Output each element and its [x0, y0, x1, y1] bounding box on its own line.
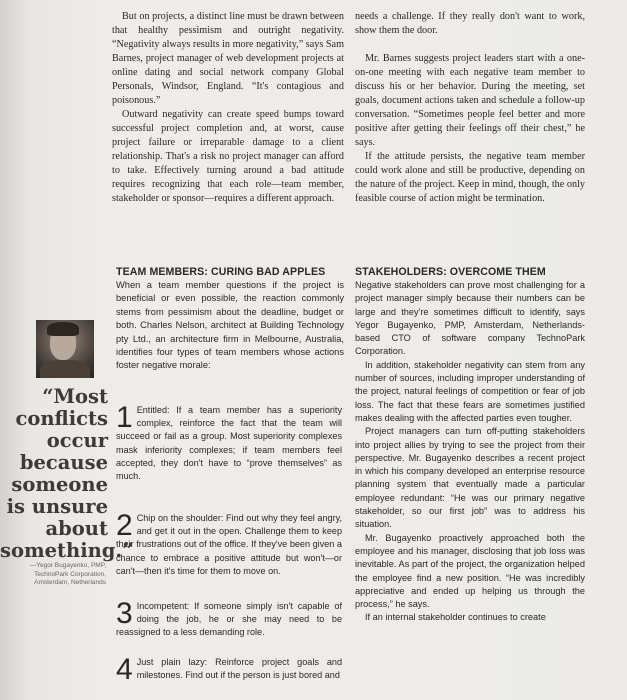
pull-quote-line: something.”	[0, 539, 134, 562]
team-members-section	[116, 266, 344, 373]
numbered-item	[116, 401, 342, 483]
paragraph: Mr. Barnes suggests project leaders start with a one-on-one meeting with each negative team member to discuss his or her behavior. During the meeting, set goals, document actions taken and schedule a follow-up conversation. “Sometimes people feel better and more positive after getting their feelings off their chest,” he says.	[355, 53, 585, 148]
item-number: 1	[116, 401, 133, 434]
section-intro: When a team member questions if the project is beneficial or even possible, the reaction commonly stems from pessimism about the deadline, budget or both. Charles Nelson, architect at Building Technology pty Ltd., an architecture firm in Melbourne, Australia, identifies four types of team members whose actions foster negative morale:	[116, 280, 344, 371]
pull-quote-line: “Most	[42, 385, 108, 408]
pull-quote-line: about	[45, 517, 108, 540]
pull-quote	[0, 385, 134, 562]
pull-quote-line: conflicts	[15, 407, 108, 430]
section-heading: STAKEHOLDERS: OVERCOME THEM	[355, 266, 546, 278]
pull-quote-attribution	[0, 562, 106, 588]
item-text: Chip on the shoulder: Find out why they feel angry, and get it out in the open. Challenge them to keep their frustrations out of the office. If they've been given a chance to embrace a positive attitude but won't—or can't—then it's time for them to move on.	[116, 513, 342, 576]
paragraph: But on projects, a distinct line must be drawn between that healthy pessimism and outright negativity. “Negativity always results in more negativity,” says Sam Barnes, project manager of web development projects at online dating and social network company Global Personals, Windsor, England. “It's contagious and poisonous.”	[112, 11, 344, 106]
attribution-line: —Yegor Bugayenko, PMP,	[29, 562, 106, 569]
top-right-column	[355, 10, 585, 206]
attribution-line: TechnoPark Corporation,	[34, 570, 106, 578]
paragraph: Negative stakeholders can prove most challenging for a project manager simply because their numbers can be large and they're sometimes difficult to identify, says Yegor Bugayenko, PMP, Amsterdam, Netherlands-based CTO of software company TechnoPark Corporation.	[355, 280, 585, 357]
pull-quote-line: someone	[11, 473, 108, 496]
paragraph: If the attitude persists, the negative team member could work alone and still be productive, depending on the nature of the project. Keep in mind, though, the only feasible course of action might be termination.	[355, 151, 585, 204]
paragraph: Mr. Bugayenko proactively approached both the employee and his manager, disclosing that job loss was inevitable. As part of the project, the organization helped the employee find a new position. “He was incredibly appreciative and ended up helping us through the process,” he says.	[355, 532, 585, 610]
pull-quote-line: is unsure	[6, 495, 108, 518]
stakeholders-section	[355, 266, 585, 625]
item-number: 3	[116, 597, 133, 630]
paragraph: In addition, stakeholder negativity can stem from any number of sources, including improper understanding of the project, natural feelings of competition or fear of job loss. The fact that these fears are sometimes justified makes dealing with the affected parties even tougher.	[355, 359, 585, 423]
numbered-item	[116, 509, 342, 578]
pull-quote-line: because	[19, 451, 108, 474]
item-text: Incompetent: If someone simply isn't capable of doing the job, he or she may need to be reassigned to a less demanding role.	[116, 601, 342, 638]
numbered-item	[116, 597, 342, 640]
paragraph: Outward negativity can create speed bumps toward successful project completion and, at worst, cause project failure or irreparable damage to a client relationship. That's a risk no project manager can afford to take. Effectively turning around a bad attitude requires recognizing that each role—team member, stakeholder or sponsor—requires a different approach.	[112, 109, 344, 204]
numbered-item	[116, 653, 342, 686]
item-number: 4	[116, 653, 133, 686]
top-left-column	[112, 10, 344, 206]
pull-quote-line: occur	[46, 429, 108, 452]
author-photo	[36, 320, 94, 378]
section-heading: TEAM MEMBERS: CURING BAD APPLES	[116, 266, 326, 278]
item-text: Just plain lazy: Reinforce project goals and milestones. Find out if the person is just bored and	[136, 657, 342, 681]
paragraph: If an internal stakeholder continues to create	[365, 612, 546, 623]
item-text: Entitled: If a team member has a superiority complex, reinforce the fact that the team will succeed or fail as a group. Most superiority complexes mask inferiority complexes; if team members feel accepted, they don't have to “prove themselves” as much.	[116, 405, 342, 482]
item-number: 2	[116, 509, 133, 542]
paragraph: Project managers can turn off-putting stakeholders into project allies by trying to see the project from their perspective. Mr. Bugayenko describes a recent project in which his company developed an enterprise resource planning system that eventually made a particular employee redundant: “He was our primary negative stakeholder, so our first job” was to address his situation.	[355, 426, 585, 530]
attribution-line: Amsterdam, Netherlands	[34, 579, 106, 586]
paragraph: needs a challenge. If they really don't want to work, show them the door.	[355, 11, 585, 36]
